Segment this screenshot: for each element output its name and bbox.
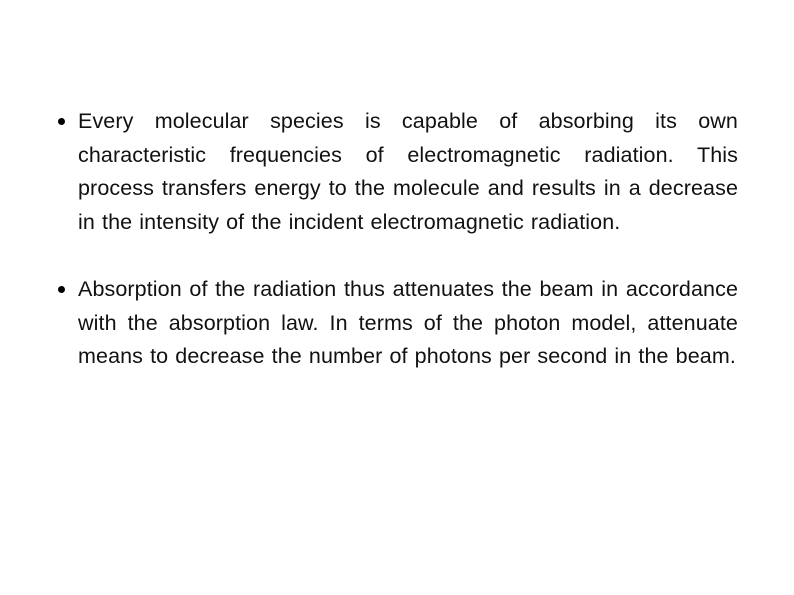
bullet-text-absorption-intro: Every molecular species is capable of absorbing its own characteristic frequencies of electromagnetic radiation. This process transfers energy to the molecule and results in a decrease in the intensity of the incident electromagnetic radiation.	[78, 109, 738, 234]
bullet-list	[56, 105, 738, 408]
bullet-text-attenuation: Absorption of the radiation thus attenuates the beam in accordance with the absorption law. In terms of the photon model, attenuate means to decrease the number of photons per second in the beam.	[78, 277, 738, 368]
bullet-icon	[58, 118, 65, 125]
list-item	[56, 105, 738, 239]
bullet-icon	[58, 286, 65, 293]
list-item	[56, 273, 738, 374]
